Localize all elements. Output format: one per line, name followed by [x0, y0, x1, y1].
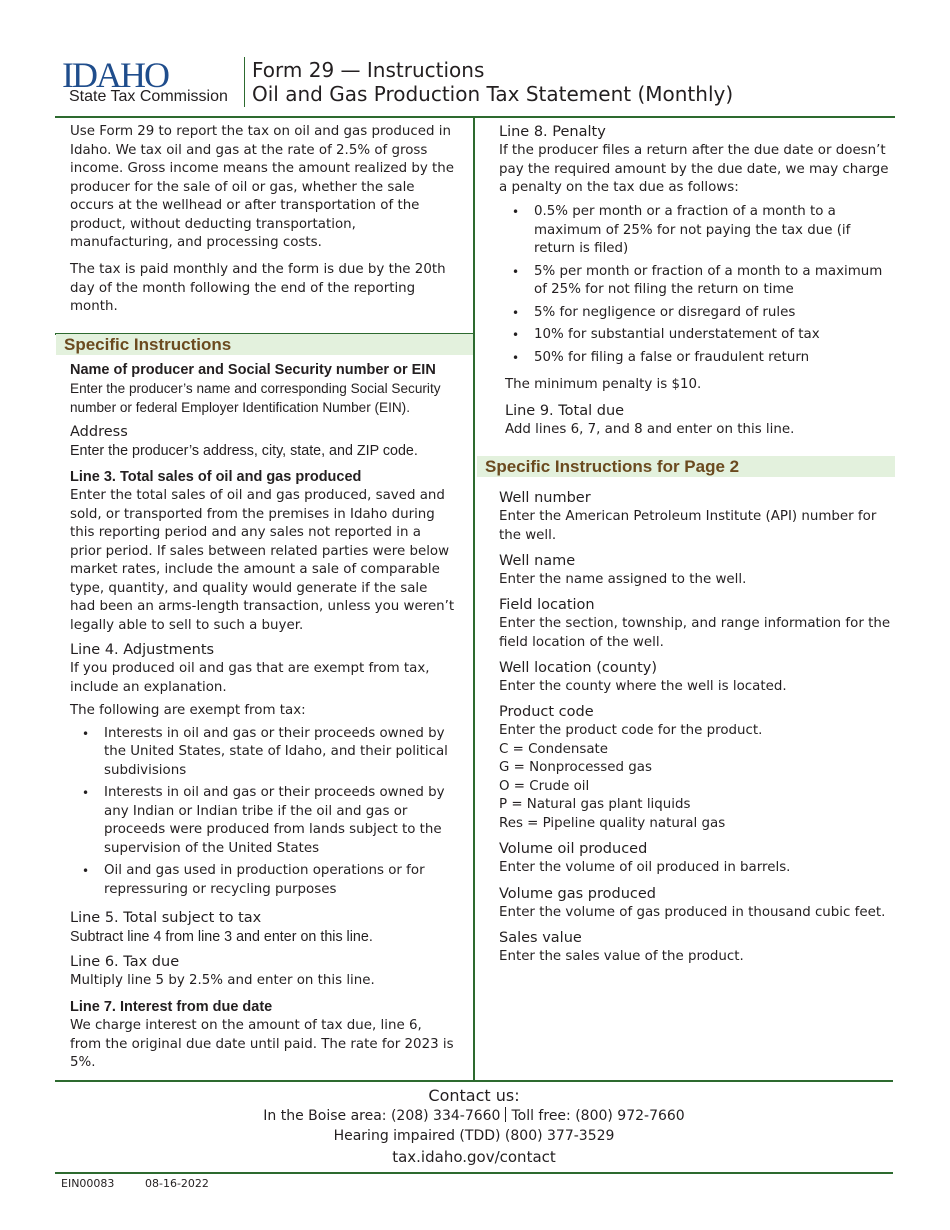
- line4-heading: Line 4. Adjustments: [70, 642, 215, 658]
- line6-section: [70, 953, 465, 991]
- line9-heading: Line 9. Total due: [505, 403, 625, 419]
- code-item: O = Crude oil: [499, 778, 590, 794]
- line7-section: [70, 998, 455, 1073]
- product-code-section: [499, 703, 895, 833]
- intro-paragraph-2: [70, 261, 455, 317]
- line7-body: We charge interest on the amount of tax due, line 6, from the original due date until paid. The rate for 2023 is 5%.: [70, 1018, 454, 1070]
- code-item: C = Condensate: [499, 741, 609, 757]
- intro-text-1: Use Form 29 to report the tax on oil and gas produced in Idaho. We tax oil and gas at the rate of 2.5% of gross income. Gross income means the amount realized by the producer for the sale of oil or gas, whether the sale occurs at the wellhead or after transportation of the product, without deducting transportation, manufacturing, and processing costs.: [70, 124, 454, 250]
- line8-heading: Line 8. Penalty: [499, 124, 606, 140]
- intro-paragraph-1: [70, 123, 455, 253]
- contact-title: Contact us:: [428, 1086, 520, 1105]
- gas-volume-heading: Volume gas produced: [499, 886, 657, 902]
- line8-section: [499, 123, 895, 198]
- name-section: [70, 361, 465, 417]
- well-number-heading: Well number: [499, 490, 591, 506]
- line3-section: [70, 468, 455, 635]
- line8-body: If the producer files a return after the due date or doesn’t pay the required amount by the due date, we may charge a penalty on the tax due as follows:: [499, 143, 889, 195]
- address-section: [70, 423, 465, 461]
- list-item: • 0.5% per month or a fraction of a month to a maximum of 25% for not paying the tax due (if return is filed): [500, 203, 892, 259]
- code-item: G = Nonprocessed gas: [499, 760, 652, 775]
- min-penalty: [505, 376, 890, 395]
- line4-section: [70, 641, 455, 899]
- line5-body: Subtract line 4 from line 3 and enter on this line.: [70, 929, 373, 945]
- code-item: P = Natural gas plant liquids: [499, 797, 691, 812]
- tdd-phone: Hearing impaired (TDD) (800) 377-3529: [333, 1128, 615, 1144]
- penalty-list: [500, 203, 892, 367]
- title-line-1: Form 29 — Instructions: [252, 58, 485, 82]
- oil-volume-heading: Volume oil produced: [499, 841, 648, 857]
- well-name-body: Enter the name assigned to the well.: [499, 572, 747, 587]
- line6-body: Multiply line 5 by 2.5% and enter on this line.: [70, 973, 375, 988]
- page2-instructions-band: [477, 456, 895, 477]
- code-item: Res = Pipeline quality natural gas: [499, 815, 726, 831]
- line3-body: Enter the total sales of oil and gas produced, saved and sold, or transported from the premises in Idaho during this reporting period and any sales not reported in a prior period. If sales between related parties were below market rates, include the amount a sale of comparable type, quantity, and quality would generate if the sale had been an arms-length transaction, unless you weren’t legally able to sell to such a buyer.: [70, 488, 455, 633]
- line9-section: [505, 402, 890, 440]
- contact-url[interactable]: tax.idaho.gov/contact: [392, 1148, 556, 1166]
- sales-value-heading: Sales value: [499, 930, 582, 946]
- page-title: [252, 58, 733, 106]
- well-name-heading: Well name: [499, 553, 576, 569]
- county-heading: Well location (county): [499, 660, 658, 676]
- field-location-heading: Field location: [499, 597, 595, 613]
- line9-body: Add lines 6, 7, and 8 and enter on this line.: [505, 422, 795, 437]
- line4-body: If you produced oil and gas that are exempt from tax, include an explanation.: [70, 661, 430, 695]
- address-heading: Address: [70, 424, 128, 440]
- well-name-section: [499, 552, 895, 590]
- boise-phone: In the Boise area: (208) 334-7660: [263, 1108, 501, 1124]
- list-item: • 5% per month or fraction of a month to a maximum of 25% for not filing the return on time: [500, 263, 892, 300]
- line7-heading: Line 7. Interest from due date: [70, 999, 273, 1015]
- field-location-section: [499, 596, 895, 652]
- phone-separator: [505, 1107, 506, 1122]
- header-divider: [244, 57, 245, 107]
- oil-volume-body: Enter the volume of oil produced in barrels.: [499, 860, 791, 875]
- form-code: EIN00083: [61, 1177, 115, 1190]
- logo-subtitle: State Tax Commission: [69, 88, 228, 105]
- list-item: • 50% for filing a false or fraudulent return: [500, 349, 892, 368]
- idaho-logo: [60, 56, 240, 108]
- list-item: • Interests in oil and gas or their proceeds owned by any Indian or Indian tribe if the oil and gas or proceeds were produced from lands subject to the supervision of the United States: [70, 784, 458, 858]
- county-body: Enter the county where the well is located.: [499, 679, 787, 694]
- column-divider: [473, 118, 475, 1081]
- contact-phones: [55, 1107, 893, 1126]
- list-item: • 10% for substantial understatement of tax: [500, 326, 892, 345]
- section-heading: Specific Instructions: [64, 335, 232, 354]
- gas-volume-body: Enter the volume of gas produced in thousand cubic feet.: [499, 905, 886, 920]
- footer-rule: [55, 1172, 893, 1174]
- revision-date: 08-16-2022: [145, 1177, 209, 1190]
- bottom-rule: [55, 1080, 893, 1082]
- exempt-list: [70, 725, 458, 900]
- list-item: • Interests in oil and gas or their proceeds owned by the United States, state of Idaho, and their political subdivisions: [70, 725, 458, 781]
- name-body: Enter the producer’s name and corresponding Social Security number or federal Employer Identification Number (EIN).: [70, 381, 441, 415]
- line4-lead: The following are exempt from tax:: [70, 703, 306, 718]
- list-item: • Oil and gas used in production operations or for repressuring or recycling purposes: [70, 862, 458, 899]
- specific-instructions-band: [56, 334, 473, 355]
- tollfree-phone: Toll free: (800) 972-7660: [511, 1108, 685, 1124]
- well-number-body: Enter the American Petroleum Institute (API) number for the well.: [499, 509, 877, 543]
- top-rule: [55, 116, 895, 118]
- line3-heading: Line 3. Total sales of oil and gas produced: [70, 469, 362, 485]
- sales-value-body: Enter the sales value of the product.: [499, 949, 744, 964]
- line5-heading: Line 5. Total subject to tax: [70, 910, 262, 926]
- line5-section: [70, 909, 465, 947]
- list-item: • 5% for negligence or disregard of rules: [500, 304, 892, 323]
- intro-text-2: The tax is paid monthly and the form is due by the 20th day of the month following the end of the reporting month.: [70, 262, 446, 314]
- logo-wordmark: IDAHO: [62, 55, 168, 95]
- name-heading: Name of producer and Social Security number or EIN: [70, 362, 436, 378]
- county-section: [499, 659, 895, 697]
- title-line-2: Oil and Gas Production Tax Statement (Monthly): [252, 82, 734, 106]
- line6-heading: Line 6. Tax due: [70, 954, 180, 970]
- product-code-heading: Product code: [499, 704, 594, 720]
- address-body: Enter the producer’s address, city, state, and ZIP code.: [70, 443, 418, 459]
- gas-volume-section: [499, 885, 895, 923]
- field-location-body: Enter the section, township, and range information for the field location of the well.: [499, 616, 891, 650]
- min-penalty-text: The minimum penalty is $10.: [505, 377, 702, 392]
- sales-value-section: [499, 929, 895, 967]
- product-code-body: Enter the product code for the product.: [499, 723, 763, 738]
- section-heading: Specific Instructions for Page 2: [485, 457, 740, 476]
- well-number-section: [499, 489, 895, 545]
- oil-volume-section: [499, 840, 895, 878]
